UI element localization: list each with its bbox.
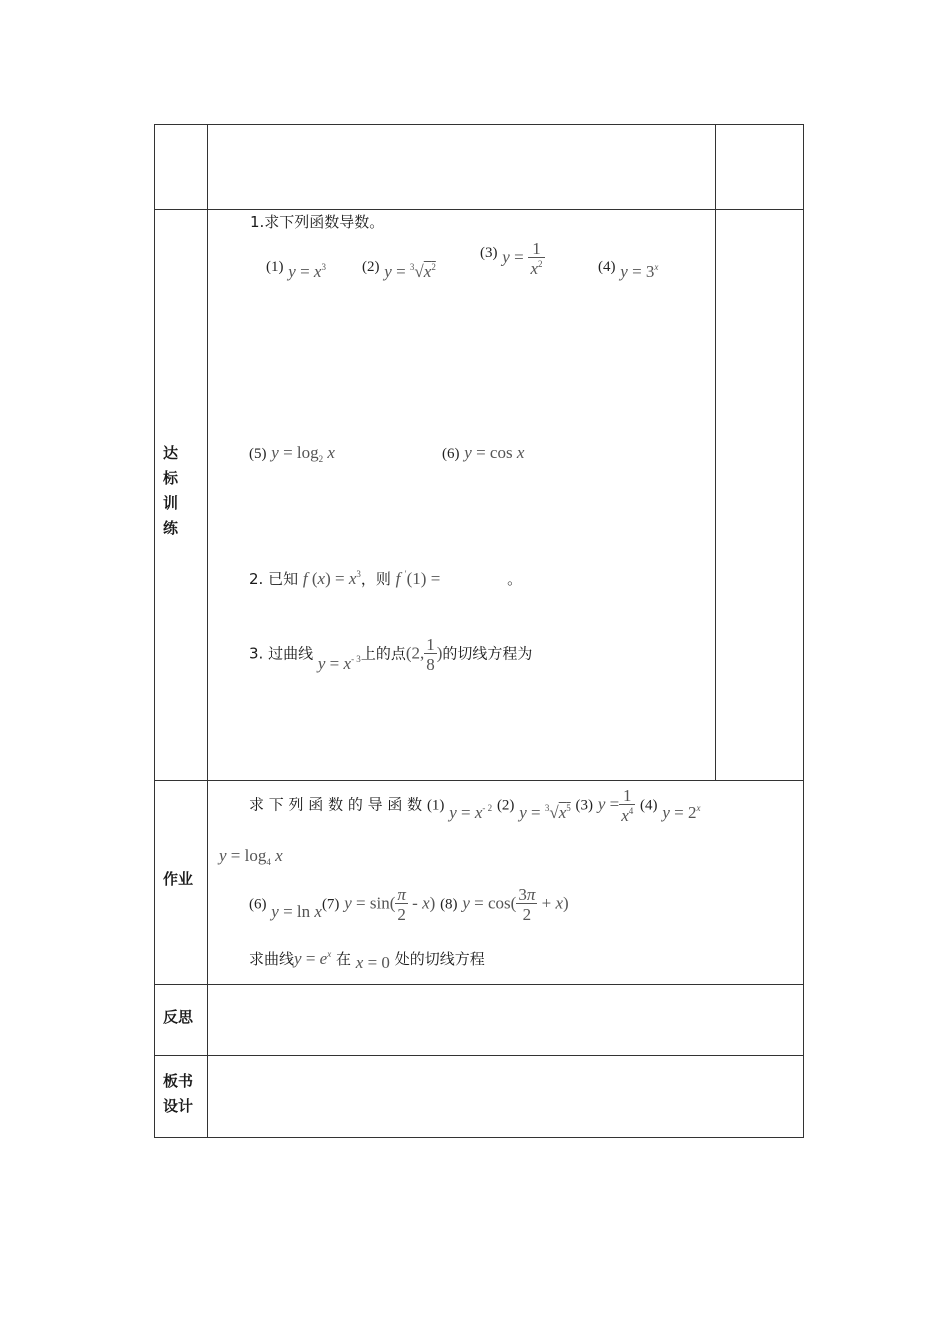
practice-item-1: (1) $y = x^3$	[266, 259, 326, 281]
row-divider	[155, 209, 803, 210]
row-divider	[155, 984, 803, 985]
practice-item-3: (3) y = $\frac{1}{x^2}$	[480, 239, 543, 278]
row-divider	[155, 780, 803, 781]
practice-item-4: (4) $y = 3^x$	[598, 259, 659, 281]
homework-row-label: 作业	[163, 870, 194, 888]
practice-item-6: (6) y = cos x	[442, 443, 525, 462]
practice-question-2: 2. 已知 f $(x) = x^3$，则 f ′(1) = 。	[249, 569, 523, 588]
lesson-table	[154, 124, 804, 1138]
practice-item-2: (2) $y = ^3√x^2$	[362, 259, 436, 281]
board-design-row-label: 板书 设计	[163, 1072, 194, 1115]
row-divider	[155, 1055, 803, 1056]
practice-row-label: 达 标 训 练	[163, 444, 179, 537]
practice-question-1-title: 1.求下列函数导数。	[250, 213, 385, 231]
column-divider	[715, 125, 716, 780]
practice-item-5: (5) $y = \log_2 x$	[249, 443, 335, 464]
homework-line-1: 求 下 列 函 数 的 导 函 数 (1) $y = x^{- 2}$ (2) $y = ^3√x^5$ (3) y = $\frac{1}{x^4}$ (4) $y = 2^x$	[249, 786, 701, 825]
reflection-row-label: 反思	[163, 1008, 194, 1026]
homework-line-3: (6) y = ln x(7) y = sin( $\frac{\pi}{2}$ - x) (8) y = cos( $\frac{3\pi}{2}$ + x)	[249, 885, 569, 924]
homework-item-5: $y = \log_4 x$	[219, 846, 283, 867]
column-divider	[207, 125, 208, 1137]
homework-tangent-question: 求曲线$y = e^x$ 在 x = 0 处的切线方程	[249, 949, 485, 972]
practice-question-3: 3. 过曲线 $y = x^{- 3}$上的点(2, $\frac{1}{8}$ )的切线方程为	[249, 635, 533, 674]
